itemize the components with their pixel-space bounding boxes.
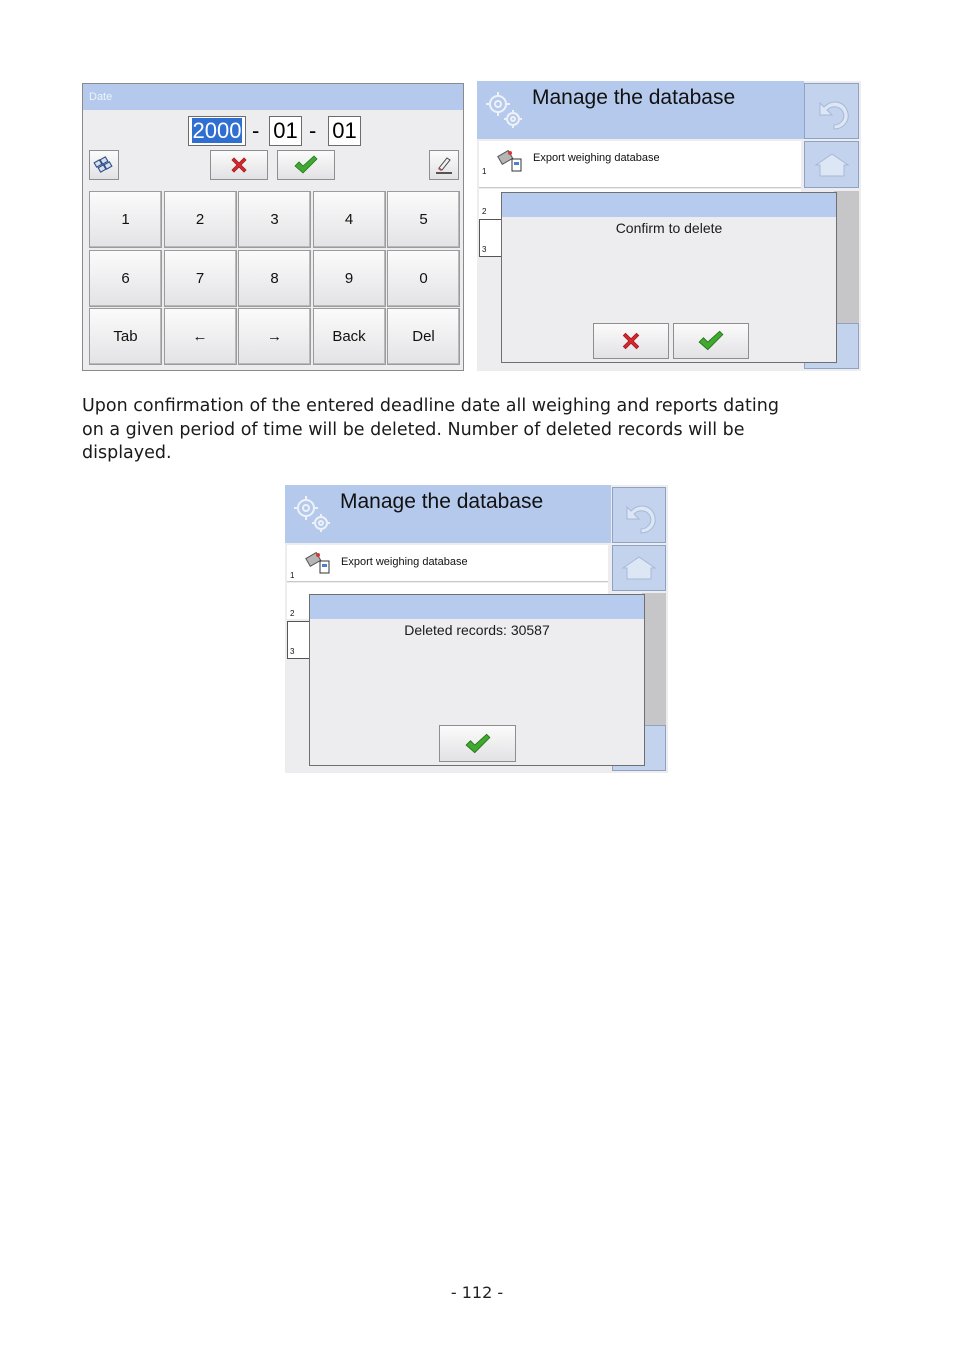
db-bottom-title-bar <box>285 485 611 543</box>
export-database-icon <box>305 547 333 575</box>
dialog-confirm-button[interactable] <box>673 323 749 359</box>
home-icon <box>812 151 852 179</box>
keypad-key[interactable]: 2 <box>164 191 237 248</box>
list-index-1: 1 <box>290 571 295 580</box>
list-index-2: 2 <box>290 609 295 618</box>
keyboard-button[interactable] <box>89 150 119 180</box>
db-bottom-title: Manage the database <box>340 490 544 513</box>
cancel-x-icon <box>228 154 250 176</box>
keypad-key[interactable]: 4 <box>313 191 386 248</box>
confirm-button[interactable] <box>277 150 335 180</box>
dialog-message: Confirm to delete <box>615 220 723 236</box>
year-field[interactable] <box>188 116 246 146</box>
db-panel-top <box>477 81 861 371</box>
date-separator-2: - <box>309 118 317 143</box>
keyboard-icon <box>93 154 115 176</box>
confirm-check-icon <box>293 154 319 176</box>
page-number: - 112 - <box>450 1283 504 1302</box>
keypad-key[interactable]: ← <box>164 308 237 365</box>
confirm-check-icon <box>697 329 725 353</box>
list-index-2: 2 <box>482 207 487 216</box>
paragraph-line-2: on a given period of time will be deleted. Number of deleted records will be <box>82 419 745 440</box>
home-icon <box>619 554 659 582</box>
keypad-key[interactable]: 8 <box>238 250 311 307</box>
keypad-key[interactable]: Del <box>387 308 460 365</box>
deleted-records-dialog <box>309 594 645 766</box>
paragraph-line-3: displayed. <box>82 443 172 463</box>
home-button[interactable] <box>804 141 859 188</box>
keypad-key[interactable]: 0 <box>387 250 460 307</box>
keypad-key[interactable]: 7 <box>164 250 237 307</box>
scrollbar-track[interactable] <box>642 593 666 731</box>
list-index-3: 3 <box>482 245 487 254</box>
paragraph-line-1: Upon confirmation of the entered deadline date all weighing and reports dating <box>82 396 779 416</box>
undo-button[interactable] <box>612 487 666 543</box>
home-button[interactable] <box>612 545 666 591</box>
keypad-key[interactable]: Back <box>313 308 386 365</box>
undo-icon <box>619 495 659 535</box>
undo-icon <box>812 91 852 131</box>
export-database-icon <box>497 145 525 173</box>
db-top-title-bar <box>477 81 804 139</box>
keypad-key[interactable]: 3 <box>238 191 311 248</box>
list-item-export[interactable] <box>479 141 801 188</box>
eraser-icon <box>433 154 455 176</box>
dialog-ok-button[interactable] <box>439 725 516 762</box>
list-item-export-label: Export weighing database <box>533 152 660 164</box>
settings-gears-icon <box>291 493 333 535</box>
keypad-key[interactable]: 6 <box>89 250 162 307</box>
keypad-key[interactable]: 5 <box>387 191 460 248</box>
date-separator-1: - <box>252 118 260 143</box>
db-top-title: Manage the database <box>532 86 736 109</box>
clear-button[interactable] <box>429 150 459 180</box>
settings-gears-icon <box>483 89 525 131</box>
date-entry-panel <box>82 83 464 371</box>
dialog-cancel-button[interactable] <box>593 323 669 359</box>
keypad-key[interactable]: Tab <box>89 308 162 365</box>
date-title: Date <box>89 91 113 103</box>
confirm-delete-dialog <box>501 192 837 363</box>
list-item-export-label: Export weighing database <box>341 556 468 568</box>
month-field[interactable]: 01 <box>269 116 302 146</box>
deleted-records-message: Deleted records: 30587 <box>404 622 550 638</box>
body-paragraph <box>82 395 872 466</box>
list-item-export[interactable] <box>287 545 608 582</box>
keypad-key[interactable]: 9 <box>313 250 386 307</box>
cancel-x-icon <box>619 329 643 353</box>
year-value: 2000 <box>192 118 242 143</box>
list-index-3: 3 <box>290 647 295 656</box>
day-field[interactable]: 01 <box>328 116 361 146</box>
confirm-check-icon <box>464 732 492 756</box>
scrollbar-track[interactable] <box>834 191 859 329</box>
date-title-bar <box>83 84 463 110</box>
cancel-button[interactable] <box>210 150 268 180</box>
keypad-key[interactable]: → <box>238 308 311 365</box>
list-index-1: 1 <box>482 167 487 176</box>
undo-button[interactable] <box>804 83 859 139</box>
keypad-key[interactable]: 1 <box>89 191 162 248</box>
dialog-title-bar <box>502 193 836 217</box>
dialog-title-bar <box>310 595 644 619</box>
db-panel-bottom <box>285 485 668 773</box>
